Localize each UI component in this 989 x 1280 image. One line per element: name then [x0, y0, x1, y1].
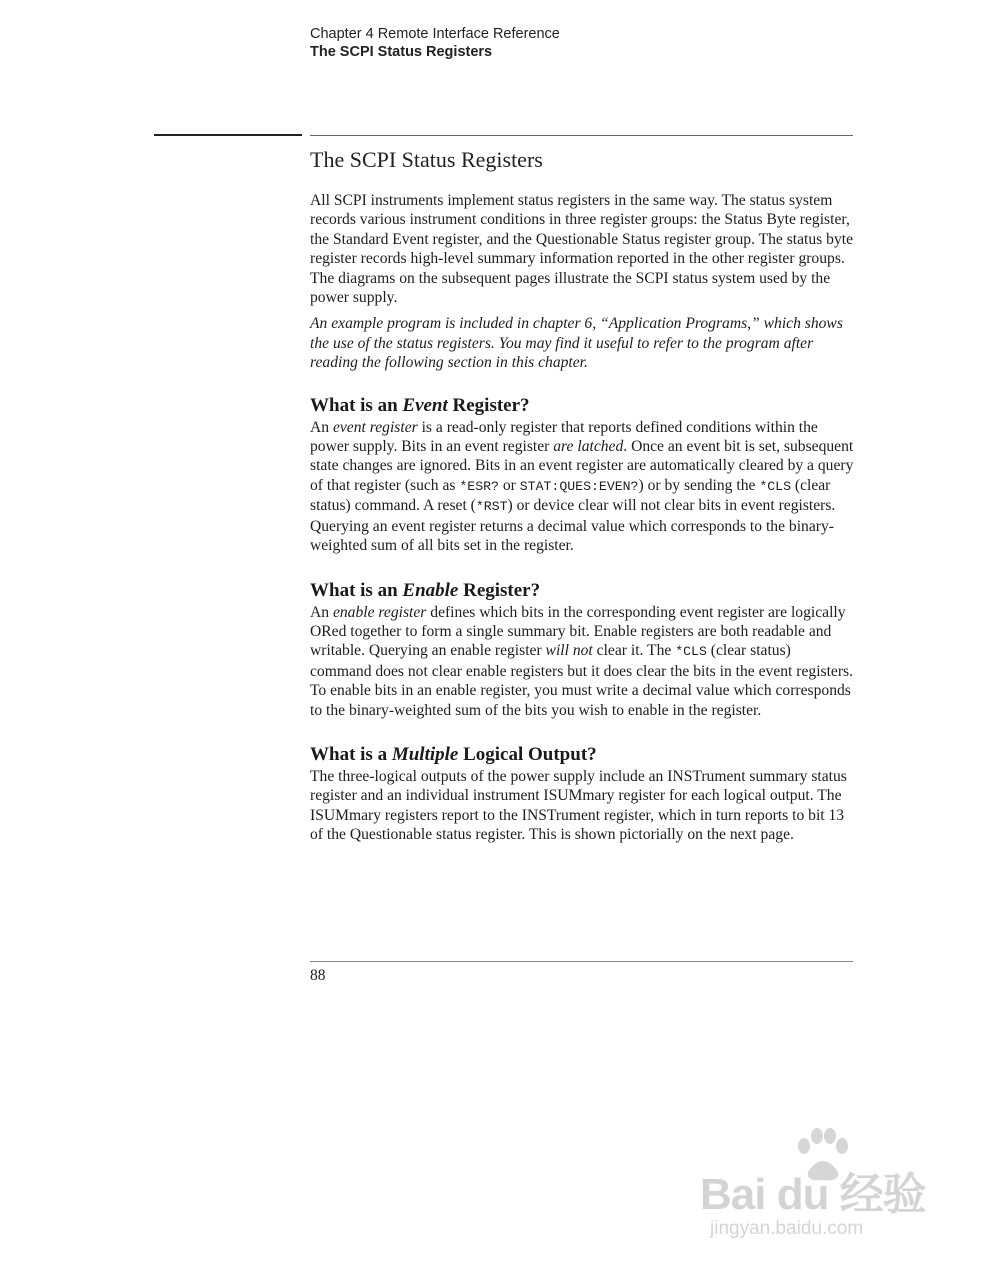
code-cls: *CLS — [675, 644, 707, 660]
watermark-brand: Bai du 经验 — [700, 1170, 926, 1219]
heading-text: What is a — [310, 743, 392, 765]
multiple-output-paragraph: The three-logical outputs of the power supply include an INSTrument summary status register and an individual instrument ISUMmary register for each logical output. The ISUMmary registers report to the INSTrument register, which in turn reports to bit 13 of the Questionable status register. This is shown pictorially on the next page. — [310, 767, 847, 844]
text-run: ) or device clear will not clear bits in event registers. Querying an event register returns a decimal value which corresponds to the binary-weighted sum of all bits set in the register. — [310, 497, 836, 555]
emphasis-text: enable register — [332, 603, 427, 621]
emphasis-text: event register — [332, 418, 418, 436]
code-cls: *CLS — [759, 478, 791, 494]
text-run: An — [310, 418, 333, 436]
heading-text: What is an — [310, 579, 403, 601]
enable-register-heading — [310, 579, 855, 603]
heading-emphasis: Multiple — [391, 743, 459, 765]
text-run: is a read-only register that reports defined conditions within the power supply. Bits in an event register — [310, 418, 818, 456]
footer-rule — [310, 961, 853, 962]
watermark-url: jingyan.baidu.com — [710, 1218, 864, 1239]
text-run: (clear status) command. A reset ( — [310, 476, 831, 515]
intro-paragraph: All SCPI instruments implement status registers in the same way. The status system records various instrument conditions in three register groups: the Status Byte register, the Standard Event register, and the Questionable Status register group. The status byte register records high-level summary information reported in the other register groups. The diagrams on the subsequent pages illustrate the SCPI status system used by the power supply. — [310, 192, 854, 307]
heading-text: Logical Output? — [458, 743, 597, 765]
page-content — [310, 146, 855, 845]
heading-emphasis: Enable — [402, 579, 459, 601]
emphasis-text: will not — [545, 642, 593, 660]
text-run: defines which bits in the corresponding event register are logically ORed together to form a single summary bit. Enable registers are both readable and writable. Querying an enable register — [310, 603, 846, 660]
heading-text: What is an — [310, 394, 403, 416]
enable-register-paragraph — [310, 603, 855, 720]
section-rule-thin — [310, 135, 853, 136]
code-stat-ques-even: STAT:QUES:EVEN? — [519, 478, 639, 494]
text-run: clear it. The — [592, 642, 676, 660]
code-rst: *RST — [475, 499, 508, 515]
text-run: or — [498, 476, 520, 494]
emphasis-text: are latched — [553, 438, 624, 456]
heading-text: Register? — [447, 394, 530, 416]
text-run: (clear status) command does not clear enable registers but it does clear the bits in the event registers. To enable bits in an enable register, you must write a decimal value which corresponds to the binary-weighted sum of the bits you wish to enable in the register. — [310, 642, 854, 719]
page-number: 88 — [310, 967, 326, 984]
intro-note: An example program is included in chapter 6, “Application Programs,” which shows the use of the status registers. You may find it useful to refer to the program after reading the following section in this chapter. — [310, 315, 843, 372]
code-esr-query: *ESR? — [459, 478, 499, 494]
watermark — [700, 1128, 940, 1248]
heading-emphasis: Event — [402, 394, 448, 416]
event-register-paragraph — [310, 418, 855, 556]
event-register-heading — [310, 394, 855, 418]
chapter-label: Chapter 4 Remote Interface Reference — [310, 26, 560, 42]
page-title: The SCPI Status Registers — [310, 147, 543, 172]
running-header — [310, 25, 560, 61]
multiple-output-heading — [310, 743, 855, 767]
text-run: ) or by sending the — [638, 476, 760, 494]
section-label: The SCPI Status Registers — [310, 44, 493, 60]
text-run: . Once an event bit is set, subsequent state changes are ignored. Bits in an event register are automatically cleared by a query of that register (such as — [310, 438, 854, 494]
text-run: An — [310, 603, 333, 621]
section-rule-thick — [154, 134, 302, 136]
heading-text: Register? — [458, 579, 541, 601]
